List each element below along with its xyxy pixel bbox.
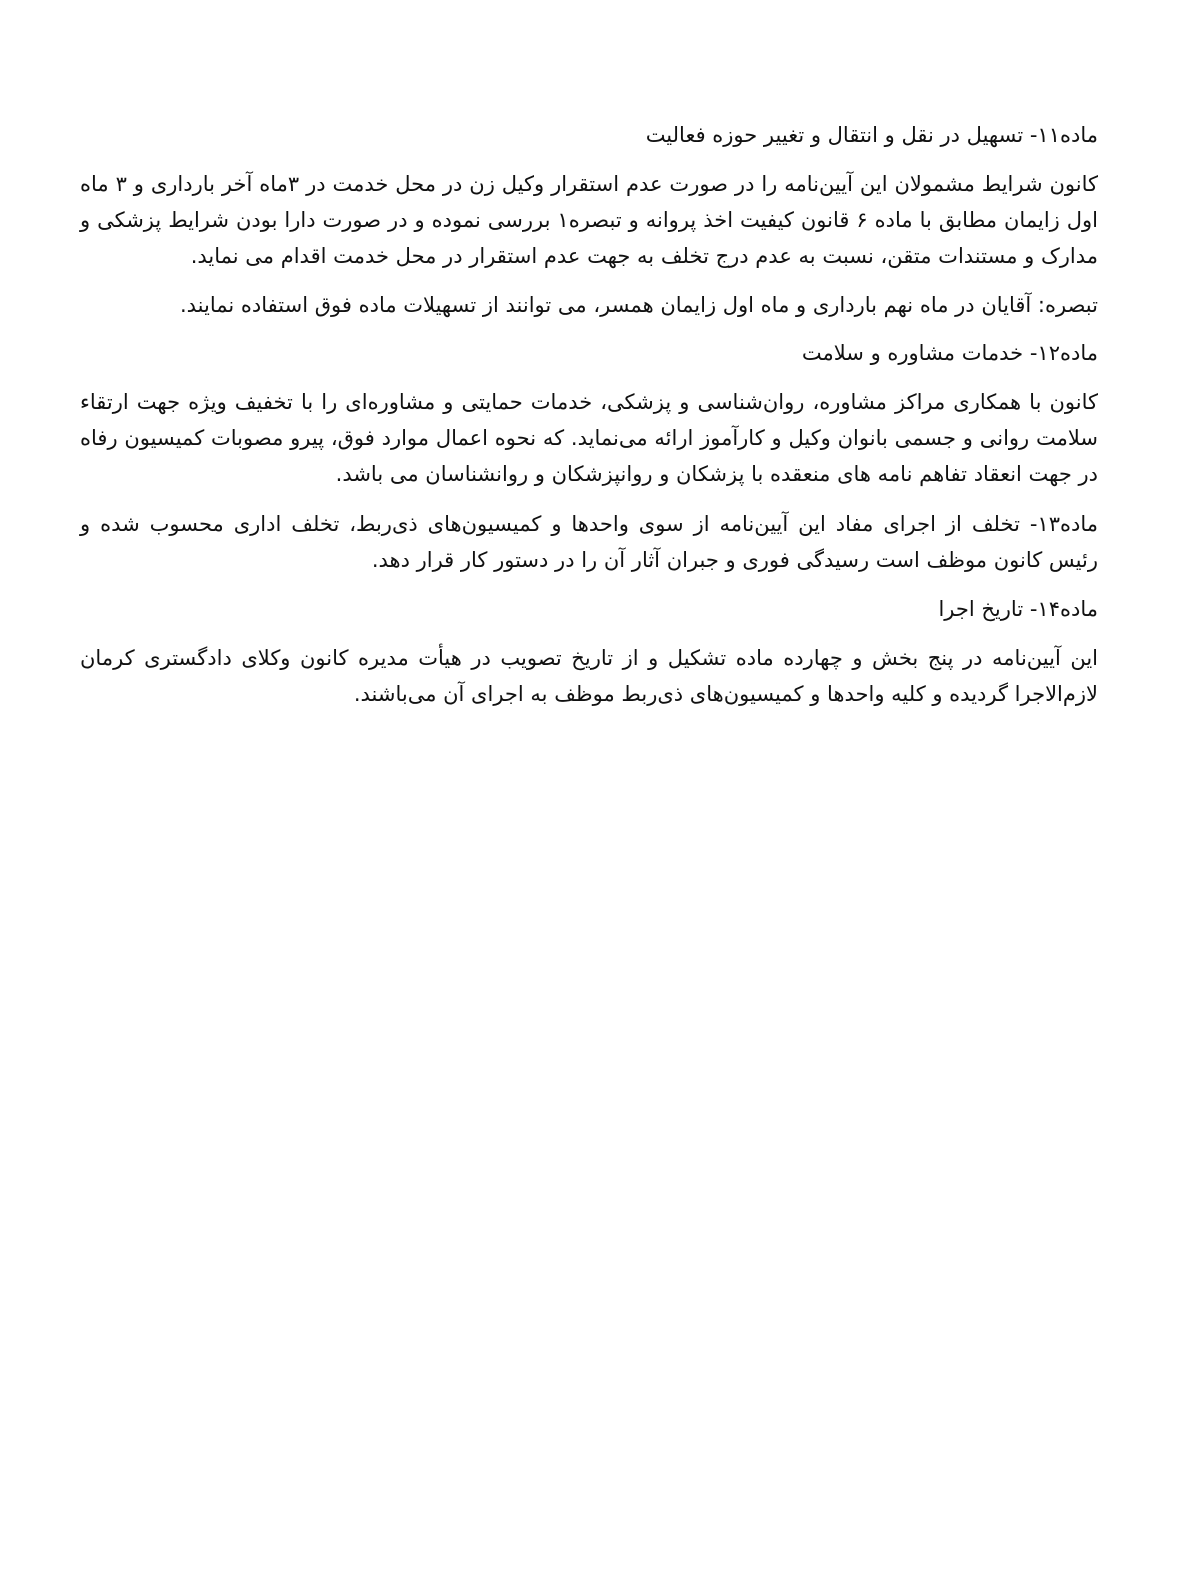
article-12-body: کانون با همکاری مراکز مشاوره، روان‌شناسی و پزشکی، خدمات حمایتی و مشاوره‌ای را با تخفیف ویژه جهت ارتقاء سلامت روانی و جسمی بانوان وکیل و کارآموز ارائه می‌نماید. که نحوه اعمال موارد فوق، پیرو مصوبات کمیسیون رفاه در جهت انعقاد تفاهم نامه های منعقده با پزشکان و روانپزشکان و روانشناسان می باشد. <box>80 390 1098 486</box>
article-14-body: این آیین‌نامه در پنج بخش و چهارده ماده تشکیل و از تاریخ تصویب در هیأت مدیره کانون وکلای دادگستری کرمان لازم‌الاجرا گردیده و کلیه واحدها و کمیسیون‌های ذی‌ربط موظف به اجرای آن می‌باشند. <box>80 646 1098 706</box>
article-11-heading: ماده۱۱- تسهیل در نقل و انتقال و تغییر حوزه فعالیت <box>645 123 1098 147</box>
article-11-body: کانون شرایط مشمولان این آیین‌نامه را در صورت عدم استقرار وکیل زن در محل خدمت در ۳ماه آخر بارداری و ۳ ماه اول زایمان مطابق با ماده ۶ قانون کیفیت اخذ پروانه و تبصره۱ بررسی نموده و در صورت دارا بودن شرایط پزشکی و مدارک و مستندات متقن، نسبت به عدم درج تخلف به جهت عدم استقرار در محل خدمت اقدام می نماید. <box>80 172 1099 268</box>
article-12-heading: ماده۱۲- خدمات مشاوره و سلامت <box>801 341 1098 365</box>
article-13-body: ماده۱۳- تخلف از اجرای مفاد این آیین‌نامه از سوی واحدها و کمیسیون‌های ذی‌ربط، تخلف اداری محسوب شده و رئیس کانون موظف است رسیدگی فوری و جبران آثار آن را در دستور کار قرار دهد. <box>80 512 1098 572</box>
article-11-note: تبصره: آقایان در ماه نهم بارداری و ماه اول زایمان همسر، می توانند از تسهیلات ماده فوق استفاده نمایند. <box>179 293 1098 317</box>
document-page <box>80 118 1098 726</box>
article-14-heading: ماده۱۴- تاریخ اجرا <box>938 597 1098 621</box>
